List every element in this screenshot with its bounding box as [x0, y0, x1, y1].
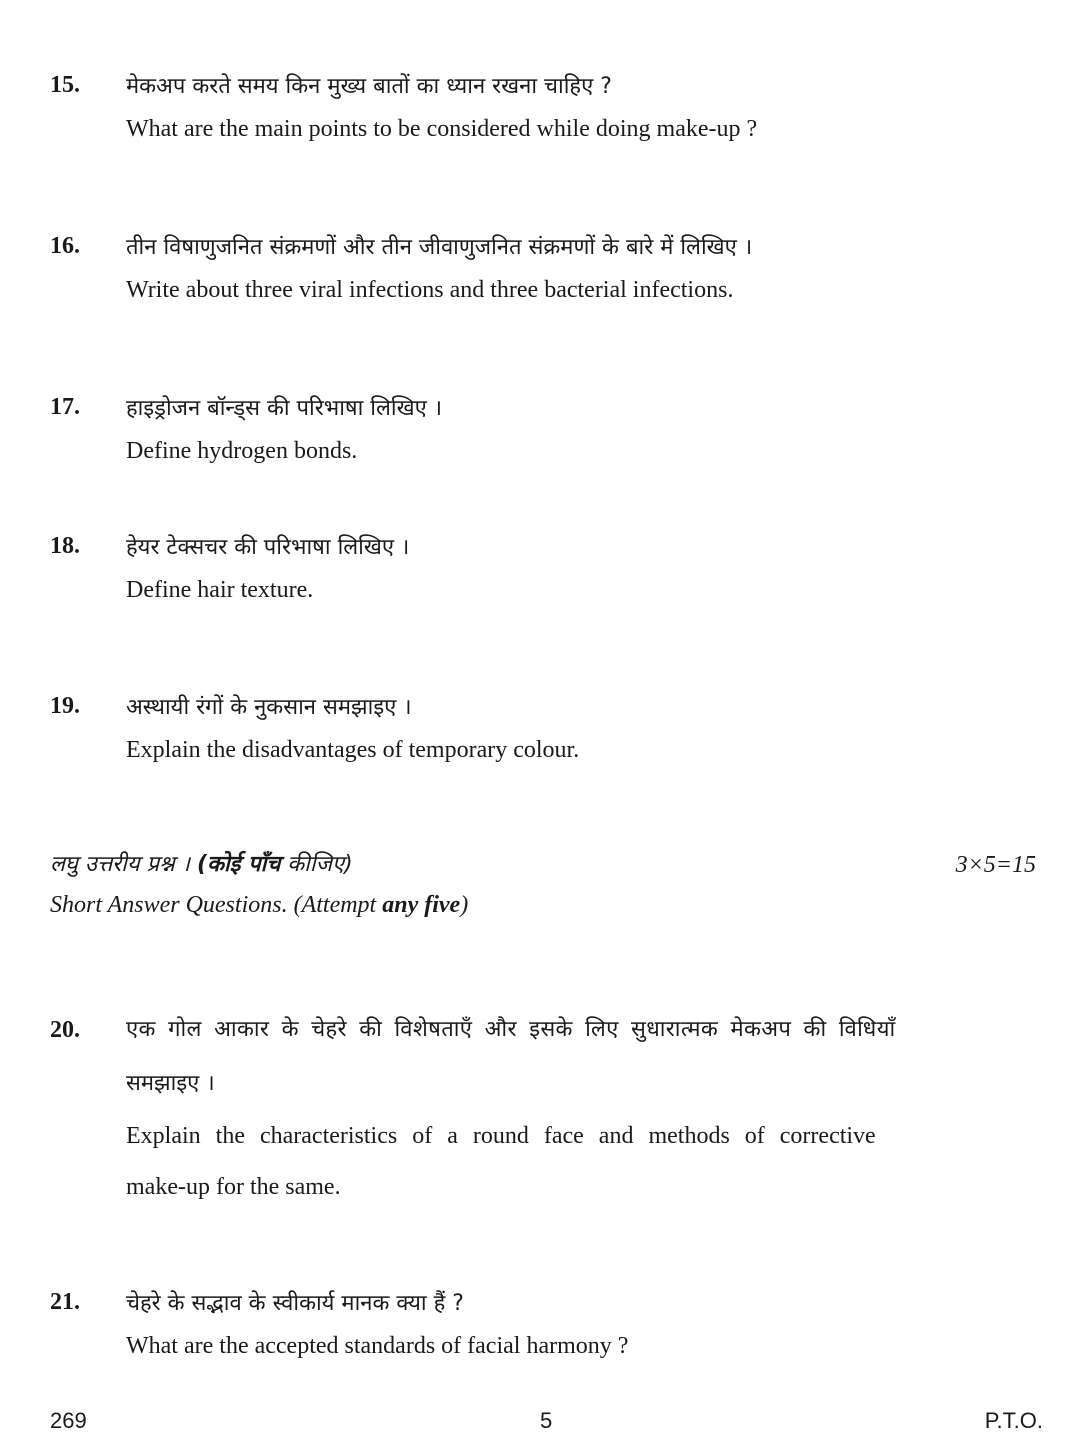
question-hindi: तीन विषाणुजनित संक्रमणों और तीन जीवाणुजनित संक्रमणों के बारे में लिखिए । [126, 235, 753, 260]
question-english: Write about three viral infections and three bacterial infections. [126, 277, 734, 303]
question-english: Explain the disadvantages of temporary colour. [126, 737, 580, 763]
question-hindi: हाइड्रोजन बॉन्ड्स की परिभाषा लिखिए । [126, 396, 443, 421]
section-marks: 3×5=15 [955, 852, 1036, 878]
question-number: 19. [50, 693, 80, 719]
section-title-english: Short Answer Questions. (Attempt any five) [50, 892, 469, 918]
question-number: 18. [50, 533, 80, 559]
question-english: What are the accepted standards of facial harmony ? [126, 1333, 629, 1359]
page-number: 5 [540, 1408, 553, 1433]
question-hindi-line2: समझाइए । [126, 1071, 215, 1096]
question-number: 16. [50, 233, 80, 259]
question-hindi: मेकअप करते समय किन मुख्य बातों का ध्यान रखना चाहिए ? [126, 74, 612, 99]
question-hindi: अस्थायी रंगों के नुकसान समझाइए । [126, 695, 412, 720]
question-hindi-line1: एक गोल आकार के चेहरे की विशेषताएँ और इसके लिए सुधारात्मक मेकअप की विधियाँ [126, 1017, 896, 1042]
question-english: What are the main points to be considered while doing make-up ? [126, 116, 758, 142]
paper-code: 269 [50, 1408, 87, 1433]
question-english-line1: Explain the characteristics of a round face and methods of corrective [126, 1123, 876, 1149]
question-number: 15. [50, 72, 80, 98]
section-title-hindi: लघु उत्तरीय प्रश्न । (कोई पाँच कीजिए) [50, 852, 353, 877]
question-number: 17. [50, 394, 80, 420]
question-english: Define hydrogen bonds. [126, 438, 358, 464]
question-hindi: हेयर टेक्सचर की परिभाषा लिखिए । [126, 535, 410, 560]
question-number: 20. [50, 1017, 80, 1043]
please-turn-over: P.T.O. [984, 1408, 1043, 1433]
question-number: 21. [50, 1289, 80, 1315]
question-hindi: चेहरे के सद्भाव के स्वीकार्य मानक क्या हैं ? [126, 1291, 464, 1316]
question-english: Define hair texture. [126, 577, 314, 603]
question-english-line2: make-up for the same. [126, 1174, 341, 1200]
